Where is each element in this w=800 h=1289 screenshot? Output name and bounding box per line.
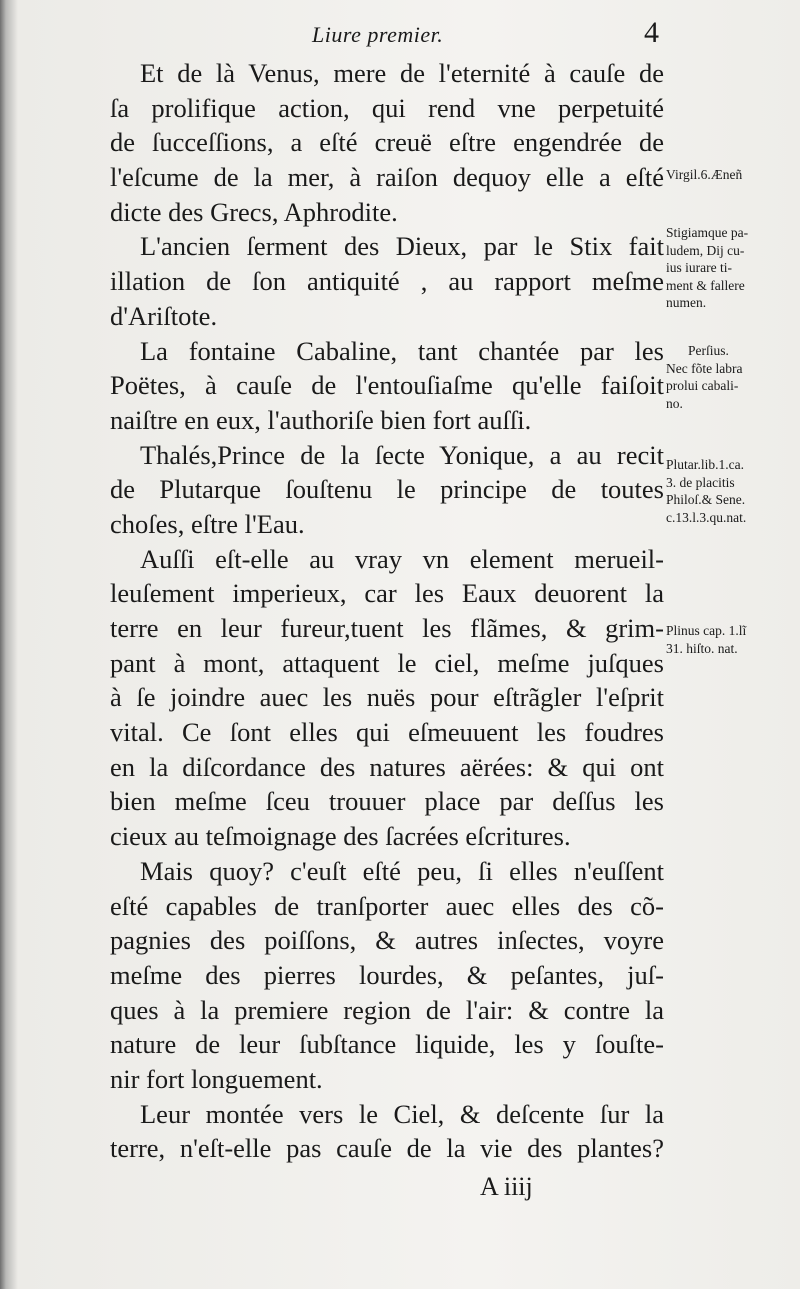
margin-line: ludem, Dij cu- xyxy=(666,242,745,258)
text-line: pagnies des poiſſons, & autres inſectes, voyre xyxy=(110,925,664,956)
margin-line: ment & fallere xyxy=(666,277,745,293)
text-line: Poëtes, à cauſe de l'entouſiaſme qu'elle faiſoit xyxy=(110,370,664,401)
margin-line: Plinus cap. 1.lĩ xyxy=(666,623,747,638)
paragraph xyxy=(110,56,664,229)
text-line: terre en leur fureur,tuent les flãmes, & grim- xyxy=(110,613,664,643)
margin-line: 31. hiſto. nat. xyxy=(666,640,738,656)
margin-line: Stigiamque pa- xyxy=(666,225,749,240)
text-line: Auſſi eſt-elle au vray vn element merueil- xyxy=(140,543,664,574)
text-line: à ſe joindre auec les nuës pour eſtrãgler l'eſprit xyxy=(110,682,664,713)
marginal-note-stigiamque xyxy=(666,224,798,312)
text-line: nature de leur ſubſtance liquide, les y ſouſte- xyxy=(110,1029,664,1060)
margin-line: Virgil.6.Æneñ xyxy=(666,167,743,182)
text-line: L'ancien ſerment des Dieux, par le Stix fait xyxy=(140,231,664,262)
marginal-note-persius xyxy=(666,342,798,412)
text-line: dicte des Grecs, Aphrodite. xyxy=(110,196,398,227)
text-line: d'Ariſtote. xyxy=(110,300,218,331)
marginal-note-plutarch xyxy=(666,456,798,526)
text-line: ques à la premiere region de l'air: & contre la xyxy=(110,994,664,1025)
text-line: Thalés,Prince de la ſecte Yonique, a au recit xyxy=(140,439,664,470)
page-header xyxy=(0,8,800,58)
text-line: en la diſcordance des natures aërées: & qui ont xyxy=(110,751,664,782)
text-line: choſes, eſtre l'Eau. xyxy=(110,508,305,539)
text-line: naiſtre en eux, l'authoriſe bien fort auſſi. xyxy=(110,404,532,435)
text-line: Leur montée vers le Ciel, & deſcente ſur la xyxy=(140,1098,664,1129)
signature-mark: A iiij xyxy=(480,1172,533,1201)
margin-line: prolui cabali- xyxy=(666,378,739,393)
marginal-note-pliny xyxy=(666,622,798,657)
text-line: l'eſcume de la mer, à raiſon dequoy elle a eſté xyxy=(110,162,664,193)
text-line: Et de là Venus, mere de l'eternité à cauſe de xyxy=(140,58,664,88)
text-line: La fontaine Cabaline, tant chantée par les xyxy=(140,335,664,366)
text-line: leuſement imperieux, car les Eaux deuorent la xyxy=(110,578,664,609)
text-line: meſme des pierres lourdes, & peſantes, juſ- xyxy=(110,959,664,990)
text-line: illation de ſon antiquité , au rapport meſme xyxy=(110,266,664,297)
text-line: vital. Ce ſont elles qui eſmeuuent les foudres xyxy=(110,717,664,748)
marginal-note-virgil xyxy=(666,166,798,184)
text-line: cieux au teſmoignage des ſacrées eſcritures. xyxy=(110,821,571,852)
main-text xyxy=(110,56,664,1166)
margin-line: Plutar.lib.1.ca. xyxy=(666,457,744,472)
text-line: Mais quoy? c'euſt eſté peu, ſi elles n'euſſent xyxy=(140,855,664,886)
margin-line: c.13.l.3.qu.nat. xyxy=(666,509,747,525)
margin-line: no. xyxy=(666,395,683,411)
margin-line: 3. de placitis xyxy=(666,474,735,490)
paragraph xyxy=(110,854,664,1097)
text-line: pant à mont, attaquent le ciel, meſme juſques xyxy=(110,647,664,678)
text-line: de Plutarque ſouſtenu le principe de toutes xyxy=(110,474,664,505)
paragraph xyxy=(110,438,664,542)
paragraph xyxy=(110,1097,664,1166)
text-line: terre, n'eſt-elle pas cauſe de la vie des plantes? xyxy=(110,1133,664,1164)
text-line: eſté capables de tranſporter auec elles des cõ- xyxy=(110,890,664,921)
margin-line: numen. xyxy=(666,295,707,310)
margin-line: ius iurare ti- xyxy=(666,260,732,275)
paragraph xyxy=(110,334,664,438)
paragraph xyxy=(110,229,664,333)
margin-line: Nec fõte labra xyxy=(666,360,743,376)
paragraph xyxy=(110,542,664,854)
running-head: Liure premier. xyxy=(312,22,444,47)
page-number: 4 xyxy=(644,16,659,49)
text-line: ſa prolifique action, qui rend vne perpetuité xyxy=(110,92,664,123)
text-line: de ſucceſſions, a eſté creuë eſtre engendrée de xyxy=(110,127,664,158)
margin-line: Philoſ.& Sene. xyxy=(666,492,746,507)
text-line: bien meſme ſceu trouuer place par deſſus les xyxy=(110,786,664,817)
text-line: nir fort longuement. xyxy=(110,1063,323,1094)
margin-line: Perſius. xyxy=(688,343,729,358)
